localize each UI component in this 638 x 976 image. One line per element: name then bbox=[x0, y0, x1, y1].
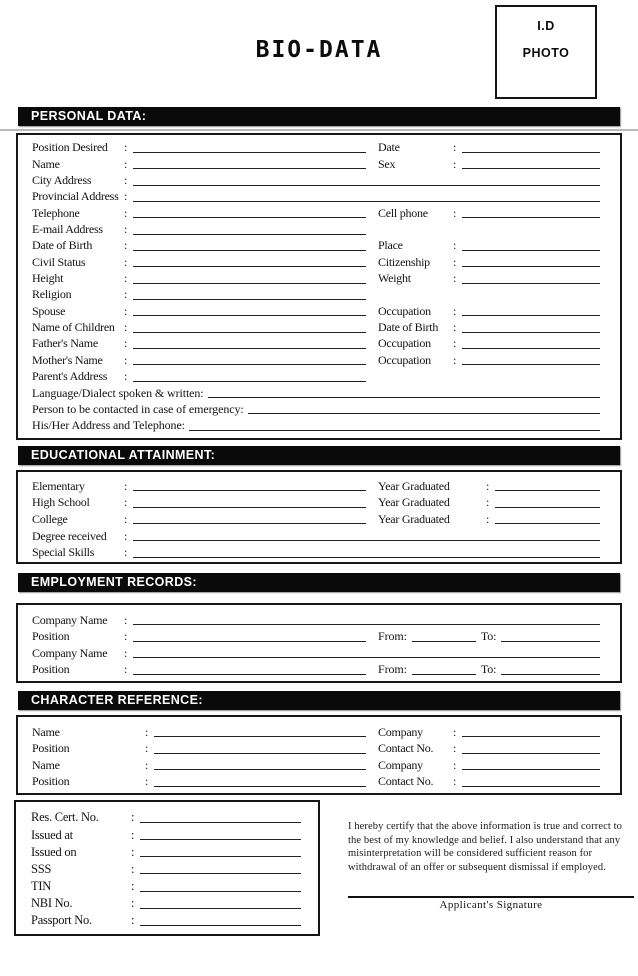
contact-no-line[interactable] bbox=[462, 753, 600, 754]
signature-label: Applicant's Signature bbox=[439, 898, 543, 911]
colon: : bbox=[453, 724, 457, 739]
form-row bbox=[32, 510, 600, 527]
form-row bbox=[32, 527, 600, 544]
telephone-label: Telephone bbox=[32, 205, 80, 220]
civil-status-label: Civil Status bbox=[32, 254, 86, 269]
form-row bbox=[32, 494, 600, 511]
colon: : bbox=[124, 156, 128, 171]
contact-no-line[interactable] bbox=[462, 786, 600, 787]
form-row bbox=[32, 253, 600, 269]
mother-s-name-label: Mother's Name bbox=[32, 352, 103, 367]
year-graduated-line[interactable] bbox=[495, 507, 600, 508]
id-photo-label-line1: I.D bbox=[537, 19, 555, 33]
colon: : bbox=[124, 205, 128, 220]
elementary-label: Elementary bbox=[32, 478, 85, 493]
form-row bbox=[31, 843, 301, 860]
colon: : bbox=[453, 757, 457, 772]
colon: : bbox=[124, 222, 128, 237]
citizenship-label: Citizenship bbox=[378, 254, 430, 269]
from-label: From: bbox=[378, 629, 407, 644]
company-line[interactable] bbox=[462, 769, 600, 770]
company-label: Company bbox=[378, 724, 423, 739]
colon: : bbox=[124, 352, 128, 367]
person-to-be-contacted-in-case-of-emergency-label: Person to be contacted in case of emergency: bbox=[32, 401, 244, 416]
colon: : bbox=[124, 173, 128, 188]
special-skills-label: Special Skills bbox=[32, 545, 95, 560]
colon: : bbox=[453, 352, 457, 367]
issued-on-label: Issued on bbox=[31, 844, 77, 859]
father-s-name-line[interactable] bbox=[133, 348, 366, 349]
issued-on-line[interactable] bbox=[140, 856, 301, 857]
form-row bbox=[31, 825, 301, 842]
form-row bbox=[32, 368, 600, 384]
colon: : bbox=[453, 156, 457, 171]
colon: : bbox=[124, 189, 128, 204]
form-row bbox=[32, 351, 600, 367]
height-label: Height bbox=[32, 271, 64, 286]
occupation-line[interactable] bbox=[462, 348, 600, 349]
signature-line[interactable] bbox=[348, 896, 634, 898]
colon: : bbox=[145, 741, 149, 756]
form-row bbox=[32, 756, 600, 773]
date-of-birth-label: Date of Birth bbox=[32, 238, 93, 253]
colon: : bbox=[124, 545, 128, 560]
colon: : bbox=[131, 879, 135, 894]
sex-line[interactable] bbox=[462, 168, 600, 169]
year-graduated-line[interactable] bbox=[495, 523, 600, 524]
colon: : bbox=[131, 827, 135, 842]
position-label: Position bbox=[32, 741, 70, 756]
form-row bbox=[32, 628, 600, 645]
issued-at-label: Issued at bbox=[31, 827, 73, 842]
city-address-label: City Address bbox=[32, 173, 92, 188]
colon: : bbox=[453, 741, 457, 756]
sss-label: SSS bbox=[31, 861, 52, 876]
spouse-line[interactable] bbox=[133, 315, 366, 316]
telephone-line[interactable] bbox=[133, 217, 366, 218]
e-mail-address-label: E-mail Address bbox=[32, 222, 103, 237]
from-line[interactable] bbox=[412, 641, 476, 642]
form-row bbox=[31, 911, 301, 928]
form-row bbox=[31, 877, 301, 894]
employment-records-box bbox=[16, 603, 622, 683]
colon: : bbox=[453, 320, 457, 335]
form-row bbox=[31, 860, 301, 877]
company-name-label: Company Name bbox=[32, 612, 108, 627]
certification-text: I hereby certify that the above information is true and correct to the best of my knowledge and belief. I also understand that any misinterpretation will be considered sufficient reason for withdrawal of an offer or subsequent dismissal if employed. bbox=[348, 821, 622, 873]
res-cert-no-line[interactable] bbox=[140, 822, 301, 823]
certification-column bbox=[348, 800, 634, 936]
position-line[interactable] bbox=[154, 753, 366, 754]
form-row bbox=[32, 172, 600, 188]
position-label: Position bbox=[32, 774, 70, 789]
colon: : bbox=[145, 724, 149, 739]
provincial-address-line[interactable] bbox=[133, 201, 600, 202]
colon: : bbox=[124, 271, 128, 286]
position-label: Position bbox=[32, 629, 70, 644]
form-row bbox=[32, 335, 600, 351]
form-row bbox=[32, 544, 600, 561]
person-to-be-contacted-in-case-of-emergency-line[interactable] bbox=[248, 413, 600, 414]
provincial-address-label: Provincial Address bbox=[32, 189, 119, 204]
name-line[interactable] bbox=[133, 168, 366, 169]
name-line[interactable] bbox=[154, 769, 366, 770]
colon: : bbox=[124, 511, 128, 526]
name-label: Name bbox=[32, 724, 60, 739]
passport-no-label: Passport No. bbox=[31, 913, 92, 928]
occupation-line[interactable] bbox=[462, 315, 600, 316]
colon: : bbox=[453, 205, 457, 220]
place-line[interactable] bbox=[462, 250, 600, 251]
father-s-name-label: Father's Name bbox=[32, 336, 98, 351]
colon: : bbox=[131, 913, 135, 928]
colon: : bbox=[124, 287, 128, 302]
position-label: Position bbox=[32, 662, 70, 677]
id-photo-box bbox=[495, 5, 597, 99]
colon: : bbox=[131, 810, 135, 825]
occupation-label: Occupation bbox=[378, 336, 431, 351]
passport-no-line[interactable] bbox=[140, 925, 301, 926]
form-row bbox=[32, 401, 600, 417]
nbi-no-label: NBI No. bbox=[31, 896, 73, 911]
employment-records-header: EMPLOYMENT RECORDS: bbox=[18, 573, 620, 592]
cell-phone-line[interactable] bbox=[462, 217, 600, 218]
form-row bbox=[31, 808, 301, 825]
form-row bbox=[32, 661, 600, 678]
position-line[interactable] bbox=[154, 786, 366, 787]
college-line[interactable] bbox=[133, 523, 366, 524]
form-row bbox=[32, 611, 600, 628]
colon: : bbox=[486, 495, 490, 510]
date-line[interactable] bbox=[462, 152, 600, 153]
to-label: To: bbox=[480, 629, 497, 644]
to-line[interactable] bbox=[501, 641, 600, 642]
degree-received-label: Degree received bbox=[32, 528, 107, 543]
colon: : bbox=[453, 336, 457, 351]
colon: : bbox=[124, 645, 128, 660]
form-row bbox=[32, 139, 600, 155]
company-name-line[interactable] bbox=[133, 657, 600, 658]
form-row bbox=[32, 723, 600, 740]
colon: : bbox=[145, 757, 149, 772]
colon: : bbox=[124, 336, 128, 351]
name-of-children-line[interactable] bbox=[133, 332, 366, 333]
occupation-label: Occupation bbox=[378, 352, 431, 367]
colon: : bbox=[124, 140, 128, 155]
place-label: Place bbox=[378, 238, 403, 253]
colon: : bbox=[486, 511, 490, 526]
position-line[interactable] bbox=[133, 641, 366, 642]
religion-line[interactable] bbox=[133, 299, 366, 300]
date-of-birth-line[interactable] bbox=[133, 250, 366, 251]
date-label: Date bbox=[378, 140, 400, 155]
position-desired-label: Position Desired bbox=[32, 140, 108, 155]
form-row bbox=[32, 237, 600, 253]
to-label: To: bbox=[480, 662, 497, 677]
personal-data-header: PERSONAL DATA: bbox=[18, 107, 620, 126]
colon: : bbox=[124, 662, 128, 677]
colon: : bbox=[124, 528, 128, 543]
contact-no-label: Contact No. bbox=[378, 741, 434, 756]
year-graduated-label: Year Graduated bbox=[378, 478, 450, 493]
date-of-birth-line[interactable] bbox=[462, 332, 600, 333]
form-row bbox=[32, 286, 600, 302]
form-row bbox=[32, 188, 600, 204]
form-row bbox=[32, 319, 600, 335]
divider bbox=[0, 129, 638, 131]
occupation-label: Occupation bbox=[378, 303, 431, 318]
to-line[interactable] bbox=[501, 674, 600, 675]
language-dialect-spoken-written-line[interactable] bbox=[208, 397, 600, 398]
sss-line[interactable] bbox=[140, 873, 301, 874]
e-mail-address-line[interactable] bbox=[133, 234, 366, 235]
colon: : bbox=[124, 612, 128, 627]
res-cert-no-label: Res. Cert. No. bbox=[31, 810, 99, 825]
tin-line[interactable] bbox=[140, 891, 301, 892]
colon: : bbox=[131, 896, 135, 911]
character-reference-header: CHARACTER REFERENCE: bbox=[18, 691, 620, 710]
form-title: BIO-DATA bbox=[255, 37, 383, 63]
company-name-line[interactable] bbox=[133, 624, 600, 625]
id-photo-label-line2: PHOTO bbox=[522, 46, 570, 60]
degree-received-line[interactable] bbox=[133, 540, 600, 541]
colon: : bbox=[453, 774, 457, 789]
year-graduated-label: Year Graduated bbox=[378, 511, 450, 526]
form-row bbox=[32, 204, 600, 220]
year-graduated-line[interactable] bbox=[495, 490, 600, 491]
colon: : bbox=[124, 254, 128, 269]
citizenship-line[interactable] bbox=[462, 266, 600, 267]
spouse-label: Spouse bbox=[32, 303, 66, 318]
high-school-line[interactable] bbox=[133, 507, 366, 508]
personal-data-box bbox=[16, 133, 622, 440]
form-row bbox=[32, 221, 600, 237]
special-skills-line[interactable] bbox=[133, 557, 600, 558]
height-line[interactable] bbox=[133, 283, 366, 284]
educational-attainment-header: EDUCATIONAL ATTAINMENT: bbox=[18, 446, 620, 465]
year-graduated-label: Year Graduated bbox=[378, 495, 450, 510]
form-row bbox=[32, 773, 600, 790]
parent-s-address-line[interactable] bbox=[133, 381, 366, 382]
elementary-line[interactable] bbox=[133, 490, 366, 491]
form-row bbox=[32, 417, 600, 433]
nbi-no-line[interactable] bbox=[140, 908, 301, 909]
weight-label: Weight bbox=[378, 271, 411, 286]
his-her-address-and-telephone-label: His/Her Address and Telephone: bbox=[32, 418, 185, 433]
colon: : bbox=[124, 629, 128, 644]
parent-s-address-label: Parent's Address bbox=[32, 369, 108, 384]
position-line[interactable] bbox=[133, 674, 366, 675]
colon: : bbox=[453, 140, 457, 155]
form-row bbox=[32, 155, 600, 171]
colon: : bbox=[124, 238, 128, 253]
college-label: College bbox=[32, 511, 68, 526]
educational-attainment-box bbox=[16, 470, 622, 564]
colon: : bbox=[124, 495, 128, 510]
colon: : bbox=[131, 844, 135, 859]
name-label: Name bbox=[32, 156, 60, 171]
tin-label: TIN bbox=[31, 879, 52, 894]
religion-label: Religion bbox=[32, 287, 72, 302]
position-desired-line[interactable] bbox=[133, 152, 366, 153]
company-line[interactable] bbox=[462, 736, 600, 737]
colon: : bbox=[124, 478, 128, 493]
form-row bbox=[31, 894, 301, 911]
high-school-label: High School bbox=[32, 495, 90, 510]
sex-label: Sex bbox=[378, 156, 396, 171]
from-line[interactable] bbox=[412, 674, 476, 675]
form-row bbox=[32, 477, 600, 494]
form-row bbox=[32, 644, 600, 661]
documents-box bbox=[14, 800, 320, 936]
colon: : bbox=[145, 774, 149, 789]
language-dialect-spoken-written-label: Language/Dialect spoken & written: bbox=[32, 385, 204, 400]
name-line[interactable] bbox=[154, 736, 366, 737]
footer-area bbox=[0, 800, 638, 936]
colon: : bbox=[124, 303, 128, 318]
colon: : bbox=[453, 271, 457, 286]
company-label: Company bbox=[378, 757, 423, 772]
mother-s-name-line[interactable] bbox=[133, 364, 366, 365]
his-her-address-and-telephone-line[interactable] bbox=[189, 430, 600, 431]
company-name-label: Company Name bbox=[32, 645, 108, 660]
name-label: Name bbox=[32, 757, 60, 772]
from-label: From: bbox=[378, 662, 407, 677]
character-reference-box bbox=[16, 715, 622, 795]
form-row bbox=[32, 384, 600, 400]
colon: : bbox=[453, 238, 457, 253]
colon: : bbox=[486, 478, 490, 493]
date-of-birth-label: Date of Birth bbox=[378, 320, 439, 335]
form-row bbox=[32, 302, 600, 318]
colon: : bbox=[131, 861, 135, 876]
colon: : bbox=[124, 320, 128, 335]
colon: : bbox=[124, 369, 128, 384]
colon: : bbox=[453, 254, 457, 269]
issued-at-line[interactable] bbox=[140, 839, 301, 840]
occupation-line[interactable] bbox=[462, 364, 600, 365]
civil-status-line[interactable] bbox=[133, 266, 366, 267]
form-row bbox=[32, 270, 600, 286]
colon: : bbox=[453, 303, 457, 318]
name-of-children-label: Name of Children bbox=[32, 320, 115, 335]
city-address-line[interactable] bbox=[133, 185, 600, 186]
weight-line[interactable] bbox=[462, 283, 600, 284]
form-row bbox=[32, 740, 600, 757]
cell-phone-label: Cell phone bbox=[378, 205, 428, 220]
contact-no-label: Contact No. bbox=[378, 774, 434, 789]
